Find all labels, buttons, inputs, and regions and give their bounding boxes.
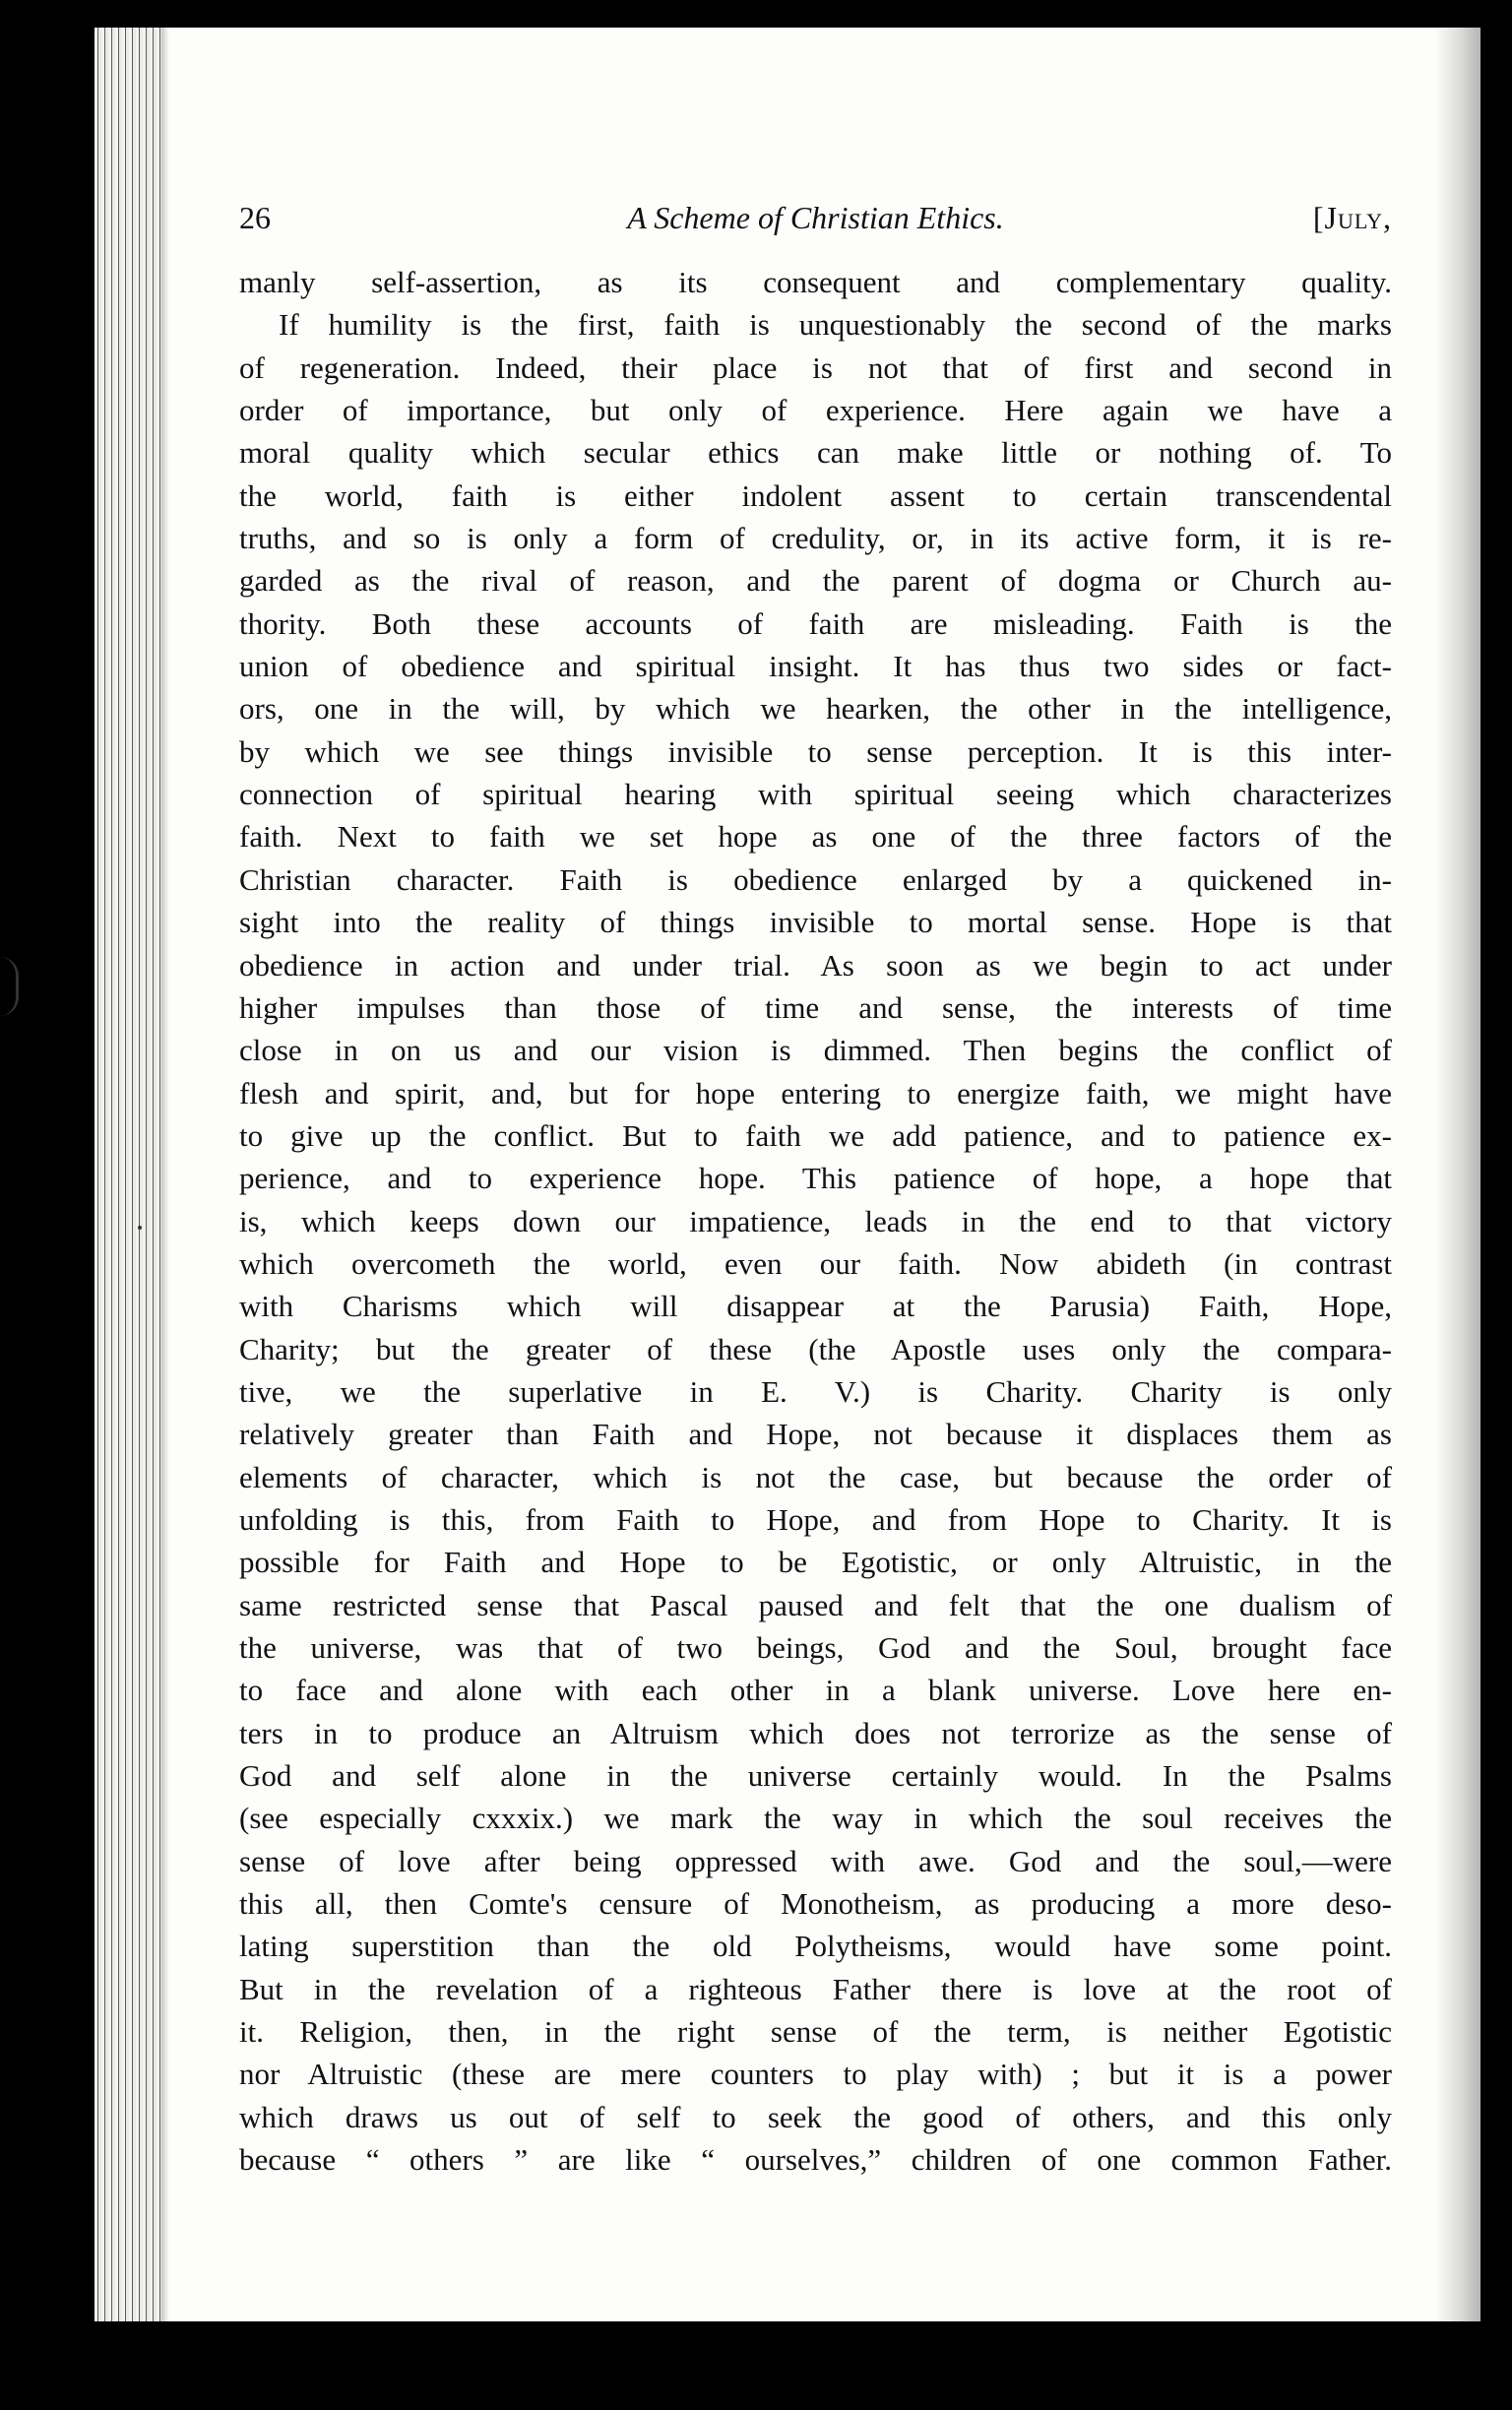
running-head bbox=[239, 192, 1392, 243]
text-line: which draws us out of self to seek the good of others, and this only bbox=[239, 2099, 1392, 2134]
text-line: nor Altruistic (these are mere counters to play with) ; but it is a power bbox=[239, 2057, 1392, 2092]
text-line: is, which keeps down our impatience, leads in the end to that victory bbox=[239, 1203, 1392, 1238]
text-line: union of obedience and spiritual insight. It has thus two sides or fact- bbox=[239, 649, 1392, 684]
text-line: sight into the reality of things invisible to mortal sense. Hope is that bbox=[239, 905, 1392, 940]
text-line: manly self-assertion, as its consequent and complementary quality. bbox=[239, 265, 1392, 299]
text-line: (see especially cxxxix.) we mark the way in which the soul receives the bbox=[239, 1801, 1392, 1836]
text-line: relatively greater than Faith and Hope, not because it displaces them as bbox=[239, 1417, 1392, 1452]
text-line: the universe, was that of two beings, God and the Soul, brought face bbox=[239, 1630, 1392, 1665]
text-line: ters in to produce an Altruism which does not terrorize as the sense of bbox=[239, 1715, 1392, 1750]
text-line: of regeneration. Indeed, their place is not that of first and second in bbox=[239, 349, 1392, 385]
text-line: elements of character, which is not the case, but because the order of bbox=[239, 1459, 1392, 1494]
text-line: But in the revelation of a righteous Father there is love at the root of bbox=[239, 1971, 1392, 2006]
text-line: the world, faith is either indolent assent to certain transcendental bbox=[239, 477, 1392, 513]
text-line: obedience in action and under trial. As soon as we begin to act under bbox=[239, 947, 1392, 983]
text-line: this all, then Comte's censure of Monotheism, as producing a more deso- bbox=[239, 1886, 1392, 1922]
page-edge-stack bbox=[94, 28, 161, 2321]
text-line: moral quality which secular ethics can make little or nothing of. To bbox=[239, 435, 1392, 471]
text-line: to give up the conflict. But to faith we add patience, and to patience ex- bbox=[239, 1117, 1392, 1153]
text-line: higher impulses than those of time and sense, the interests of time bbox=[239, 989, 1392, 1025]
text-line: flesh and spirit, and, but for hope entering to energize faith, we might have bbox=[239, 1075, 1392, 1110]
text-line: If humility is the first, faith is unquestionably the second of the marks bbox=[279, 307, 1392, 343]
text-line: God and self alone in the universe certainly would. In the Psalms bbox=[239, 1758, 1392, 1794]
text-line: connection of spiritual hearing with spiritual seeing which characterizes bbox=[239, 777, 1392, 812]
text-line: ors, one in the will, by which we hearken, the other in the intelligence, bbox=[239, 691, 1392, 727]
text-line: unfolding is this, from Faith to Hope, and from Hope to Charity. It is bbox=[239, 1501, 1392, 1537]
text-line: thority. Both these accounts of faith are misleading. Faith is the bbox=[239, 605, 1392, 641]
text-line: which overcometh the world, even our faith. Now abideth (in contrast bbox=[239, 1245, 1392, 1281]
text-line: perience, and to experience hope. This patience of hope, a hope that bbox=[239, 1161, 1392, 1196]
body-text bbox=[239, 261, 1392, 2181]
margin-mark bbox=[0, 957, 19, 1016]
text-line: truths, and so is only a form of credulity, or, in its active form, it is re- bbox=[239, 521, 1392, 556]
text-line: sense of love after being oppressed with awe. God and the soul,—were bbox=[239, 1843, 1392, 1878]
text-line: Christian character. Faith is obedience enlarged by a quickened in- bbox=[239, 861, 1392, 897]
text-line: by which we see things invisible to sense perception. It is this inter- bbox=[239, 733, 1392, 769]
text-line: because “ others ” are like “ ourselves,” children of one common Father. bbox=[239, 2142, 1392, 2178]
page-gutter-shadow bbox=[1435, 28, 1480, 2321]
margin-dot bbox=[138, 1226, 142, 1230]
text-line: same restricted sense that Pascal paused and felt that the one dualism of bbox=[239, 1587, 1392, 1622]
text-line: order of importance, but only of experience. Here again we have a bbox=[239, 393, 1392, 428]
page-number: 26 bbox=[239, 200, 271, 235]
text-line: to face and alone with each other in a blank universe. Love here en- bbox=[239, 1673, 1392, 1708]
running-date: [July, bbox=[1312, 200, 1392, 235]
text-line: faith. Next to faith we set hope as one of the three factors of the bbox=[239, 819, 1392, 855]
text-line: with Charisms which will disappear at the Parusia) Faith, Hope, bbox=[239, 1289, 1392, 1324]
text-line: possible for Faith and Hope to be Egotistic, or only Altruistic, in the bbox=[239, 1545, 1392, 1580]
text-line: close in on us and our vision is dimmed. Then begins the conflict of bbox=[239, 1033, 1392, 1068]
text-line: Charity; but the greater of these (the Apostle uses only the compara- bbox=[239, 1331, 1392, 1366]
running-title: A Scheme of Christian Ethics. bbox=[627, 200, 1004, 235]
text-line: it. Religion, then, in the right sense of the term, is neither Egotistic bbox=[239, 2014, 1392, 2050]
text-line: lating superstition than the old Polytheisms, would have some point. bbox=[239, 1929, 1392, 1964]
text-line: tive, we the superlative in E. V.) is Charity. Charity is only bbox=[239, 1373, 1392, 1409]
text-line: garded as the rival of reason, and the parent of dogma or Church au- bbox=[239, 563, 1392, 599]
